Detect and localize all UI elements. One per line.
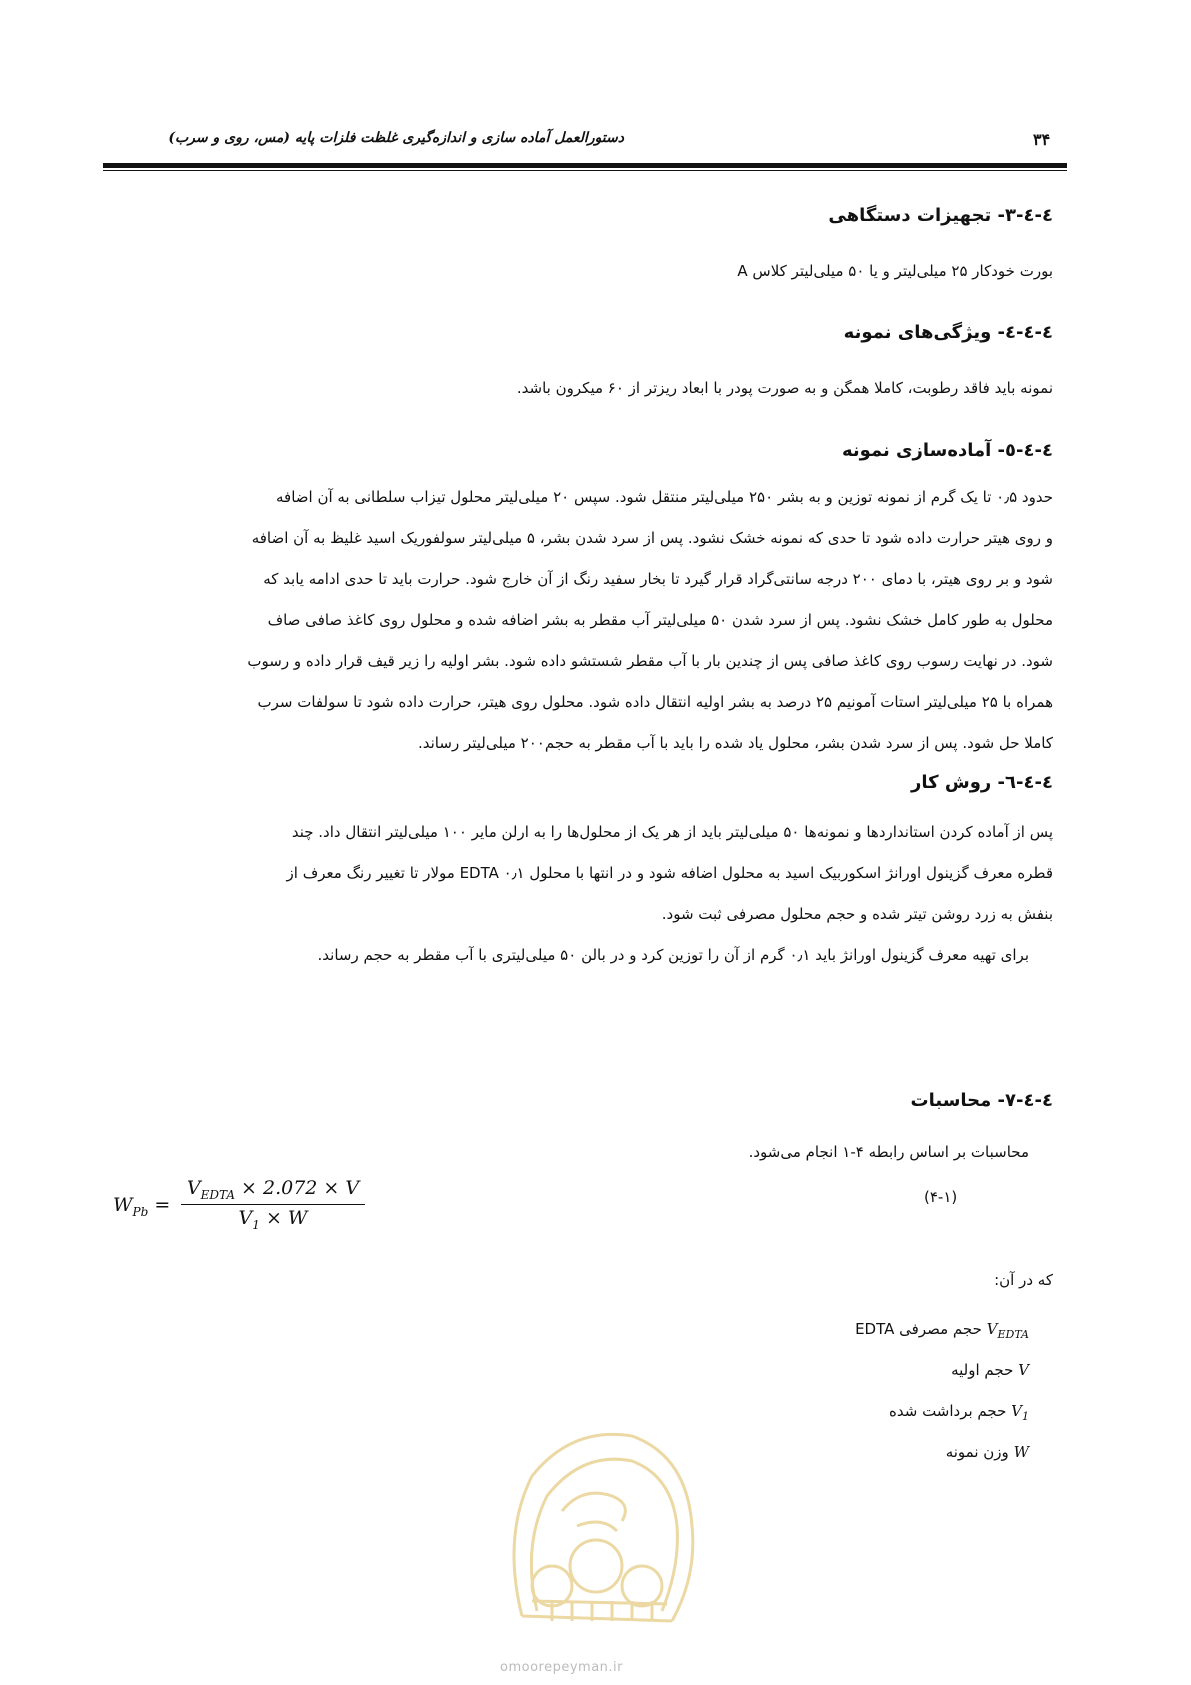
section-heading-sample-properties: ٤-٤-٤- ویژگی‌های نمونه	[843, 322, 1053, 343]
section-heading-calculations: ٤-٤-٧- محاسبات	[910, 1090, 1053, 1111]
paragraph-line: همراه با ۲۵ میلی‌لیتر استات آمونیم ۲۵ درصد به بشر اولیه انتقال داده شود. محلول روی هیتر، حرارت داده شود تا سولفات سرب	[257, 693, 1053, 711]
formula-fraction	[181, 1177, 365, 1232]
header-rule-thin	[103, 170, 1067, 171]
paragraph-line: محلول به طور کامل خشک نشود. پس از سرد شدن ۵۰ میلی‌لیتر آب مقطر به بشر اضافه شده و محلول روی کاغذ صافی صاف	[267, 611, 1053, 629]
variable-definition: W وزن نمونه	[945, 1443, 1029, 1461]
where-label: که در آن:	[994, 1271, 1053, 1289]
paragraph-line: شود. در نهایت رسوب روی کاغذ صافی پس از چندین بار با آب مقطر شستشو داده شود. بشر اولیه را زیر قیف قرار داده و رسوب	[247, 652, 1053, 670]
paragraph-line: و روی هیتر حرارت داده شود تا حدی که نمونه خشک نشود. پس از سرد شدن بشر، ۵ میلی‌لیتر سولفوریک اسید غلیظ به آن اضافه	[251, 529, 1053, 547]
variable-definition: V حجم اولیه	[951, 1361, 1029, 1379]
equation-number: (۴-۱)	[924, 1188, 958, 1206]
variable-definition: $V_1$ حجم برداشت شده	[889, 1402, 1029, 1423]
page-number: ۳۴	[1033, 130, 1051, 149]
section-heading-equipment: ٤-٤-٣- تجهیزات دستگاهی	[828, 205, 1053, 226]
section-text-sample-properties: نمونه باید فاقد رطوبت، کاملا همگن و به صورت پودر با ابعاد ریزتر از ۶۰ میکرون باشد.	[516, 379, 1053, 397]
header-rule-thick	[103, 163, 1067, 168]
formula-numerator: $V_{EDTA} \times 2.072 \times V$	[181, 1177, 365, 1205]
paragraph-line: پس از آماده کردن استانداردها و نمونه‌ها ۵۰ میلی‌لیتر باید از هر یک از محلول‌ها را به ارلن مایر ۱۰۰ میلی‌لیتر انتقال داد. چند	[291, 823, 1053, 841]
paragraph-line: شود و بر روی هیتر، با دمای ۲۰۰ درجه سانتی‌گراد قرار گیرد تا بخار سفید رنگ از آن خارج شود. حرارت باید تا حدی ادامه یابد که	[263, 570, 1053, 588]
running-header-title: دستورالعمل آماده سازی و اندازه‌گیری غلظت فلزات پایه (مس، روی و سرب)	[168, 130, 624, 146]
section-body-procedure	[112, 812, 1053, 976]
paragraph-line: حدود ۰٫۵ تا یک گرم از نمونه توزین و به بشر ۲۵۰ میلی‌لیتر منتقل شود. سپس ۲۰ میلی‌لیتر محلول تیزاب سلطانی به آن اضافه	[275, 488, 1053, 506]
section-heading-procedure: ٤-٤-٦- روش کار	[911, 772, 1053, 793]
paragraph-line: بنفش به زرد روشن تیتر شده و حجم محلول مصرفی ثبت شود.	[661, 905, 1053, 923]
watermark-logo	[492, 1416, 700, 1636]
paragraph-line: قطره معرف گزینول اورانژ اسکوربیک اسید به محلول اضافه شود و در انتها با محلول EDTA ۰٫۱ مولار تا تغییر رنگ معرف از	[286, 864, 1053, 882]
formula-lhs: $W_{Pb}$ =	[113, 1194, 171, 1219]
calculation-intro: محاسبات بر اساس رابطه ۴-۱ انجام می‌شود.	[748, 1143, 1029, 1161]
watermark-site: omoorepeyman.ir	[500, 1660, 623, 1675]
lead-formula	[113, 1177, 373, 1237]
paragraph-line: برای تهیه معرف گزینول اورانژ باید ۰٫۱ گرم از آن را توزین کرد و در بالن ۵۰ میلی‌لیتری با آب مقطر به حجم رساند.	[317, 946, 1029, 964]
section-heading-sample-preparation: ٤-٤-٥- آماده‌سازی نمونه	[841, 440, 1053, 461]
paragraph-line: کاملا حل شود. پس از سرد شدن بشر، محلول یاد شده را باید با آب مقطر به حجم۲۰۰ میلی‌لیتر رساند.	[417, 734, 1053, 752]
section-body-sample-preparation	[112, 477, 1053, 764]
variable-definition: $V_{EDTA}$ حجم مصرفی EDTA	[855, 1320, 1029, 1341]
section-text-equipment: بورت خودکار ۲۵ میلی‌لیتر و یا ۵۰ میلی‌لیتر کلاس A	[737, 262, 1053, 280]
formula-denominator: $V_1 \times W$	[238, 1206, 308, 1232]
